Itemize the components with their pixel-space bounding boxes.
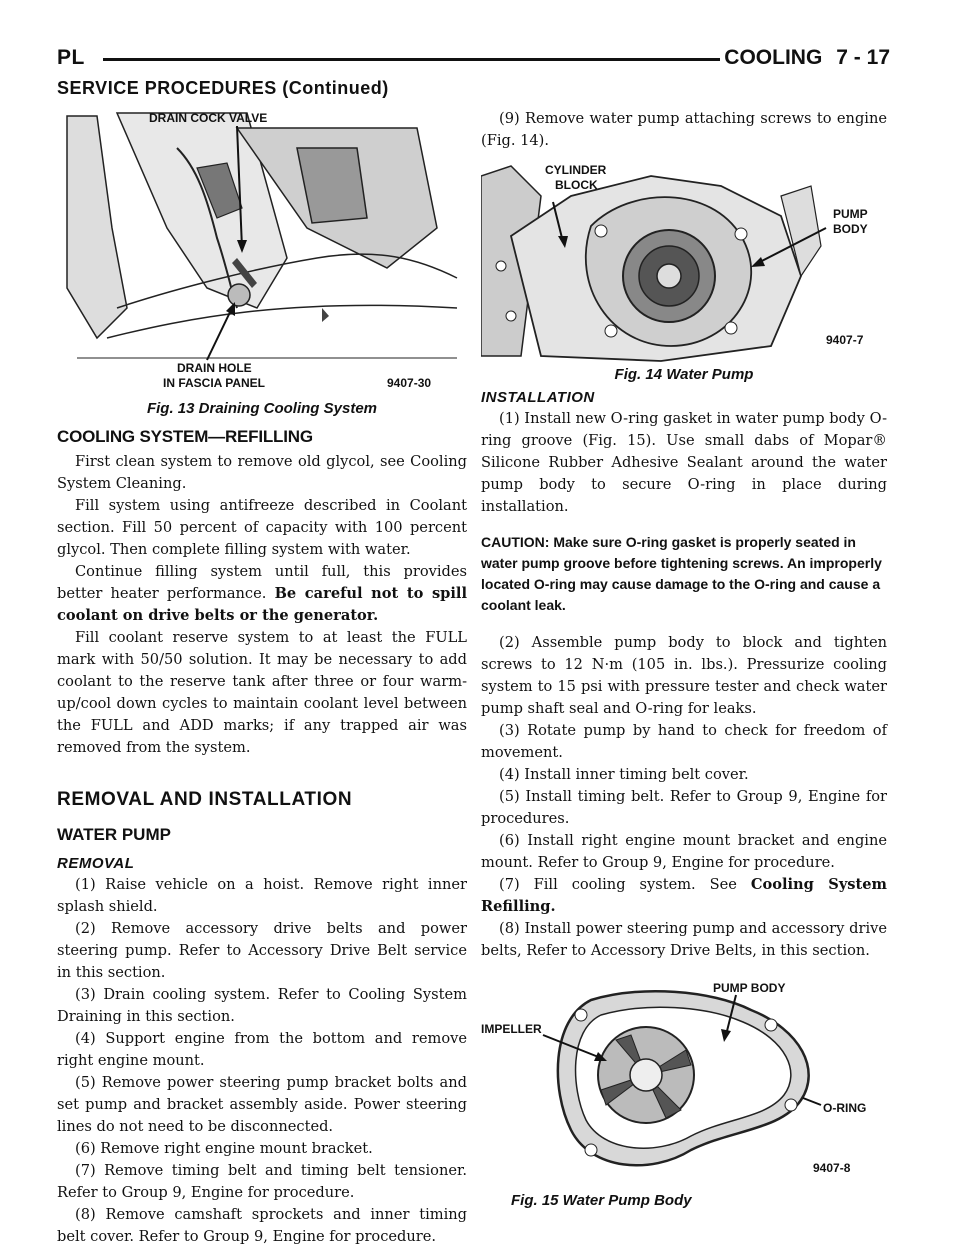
header-right [724,46,890,70]
removal-step: (4) Support engine from the bottom and remove right engine mount. [57,1030,467,1069]
label-fascia-panel: IN FASCIA PANEL [163,376,266,390]
figure-13 [57,108,467,417]
section-continued-title: SERVICE PROCEDURES (Continued) [57,78,389,98]
label-drain-hole: DRAIN HOLE [177,361,252,375]
water-pump-illustration [481,156,887,364]
installation-step: (1) Install new O-ring gasket in water pump body O-ring groove (Fig. 15). Use small dabs of Mopar® Silicone Rubber Adhesive Sealant around the water pump body to secure O-ring in place during installation. [481,410,887,515]
installation-step: (5) Install timing belt. Refer to Group 9, Engine for procedures. [481,788,887,827]
figure-15 [481,980,887,1209]
installation-step: (6) Install right engine mount bracket and engine mount. Refer to Group 9, Engine for procedure. [481,832,887,871]
removal-step: (1) Raise vehicle on a hoist. Remove right inner splash shield. [57,876,467,915]
figure-code: 9407-7 [826,333,864,347]
removal-heading: REMOVAL [57,855,135,872]
label-body: BODY [833,222,868,236]
water-pump-body-illustration [481,980,887,1190]
refill-paragraph-2: Fill system using antifreeze described in Coolant section. Fill 50 percent of capacity with 100 percent glycol. Then complete filling system with water. [57,497,467,558]
removal-step: (3) Drain cooling system. Refer to Cooling System Draining in this section. [57,986,467,1025]
removal-step: (7) Remove timing belt and timing belt tensioner. Refer to Group 9, Engine for procedure. [57,1162,467,1201]
page-header [57,46,890,72]
figure-14-caption: Fig. 14 Water Pump [614,366,754,383]
removal-step: (8) Remove camshaft sprockets and inner timing belt cover. Refer to Group 9, Engine for procedure. [57,1206,467,1245]
installation-step: (2) Assemble pump body to block and tighten screws to 12 N·m (105 in. lbs.). Pressurize cooling system to 15 psi with pressure tester and check water pump shaft seal and O-ring for leaks. [481,634,887,717]
right-column [481,108,887,1209]
figure-code: 9407-8 [813,1161,851,1175]
label-cylinder: CYLINDER [545,163,607,177]
figure-14 [481,156,887,383]
removal-step: (2) Remove accessory drive belts and power steering pump. Refer to Accessory Drive Belt service in this section. [57,920,467,981]
left-column [57,108,467,1248]
removal-installation-heading: REMOVAL AND INSTALLATION [57,789,353,810]
removal-step: (6) Remove right engine mount bracket. [75,1140,373,1157]
installation-step: (3) Rotate pump by hand to check for freedom of movement. [481,722,887,761]
step7-reference: Cooling System Refilling. [481,876,887,915]
water-pump-heading: WATER PUMP [57,825,171,844]
header-vehicle-code: PL [57,46,85,69]
label-drain-cock-valve: DRAIN COCK VALVE [149,111,268,125]
refill-paragraph-4: Fill coolant reserve system to at least the FULL mark with 50/50 solution. It may be necessary to add coolant to the reserve tank after three or four warm-up/cool down cycles to maintain coolant level between the FULL and ADD marks; if any trapped air was removed from the system. [57,629,467,756]
step7-text: (7) Fill cooling system. See [499,876,751,893]
installation-step: (4) Install inner timing belt cover. [499,766,749,783]
figure-code: 9407-30 [387,376,432,390]
installation-heading: INSTALLATION [481,389,595,406]
installation-step-7 [481,874,887,918]
figure-13-caption: Fig. 13 Draining Cooling System [146,400,378,417]
caution-note: CAUTION: Make sure O-ring gasket is properly seated in water pump groove before tightening screws. An improperly located O-ring may cause damage to the O-ring and cause a coolant leak. [481,534,882,613]
label-pump: PUMP [833,207,868,221]
removal-step: (5) Remove power steering pump bracket bolts and set pump and bracket assembly aside. Power steering lines do not need to be disconnected. [57,1074,467,1135]
installation-step: (8) Install power steering pump and accessory drive belts, Refer to Accessory Drive Belts, in this section. [481,920,887,959]
drain-cooling-system-illustration [57,108,467,398]
figure-15-caption: Fig. 15 Water Pump Body [511,1192,692,1209]
label-impeller: IMPELLER [481,1022,542,1036]
removal-step: (9) Remove water pump attaching screws to engine (Fig. 14). [481,110,887,149]
label-o-ring: O-RING [823,1101,867,1115]
header-rule [103,58,720,61]
refill-paragraph-1: First clean system to remove old glycol, see Cooling System Cleaning. [57,453,467,492]
refill-paragraph-3 [57,561,467,627]
label-pump-body: PUMP BODY [713,981,786,995]
refill-p3-warning: Be careful not to spill coolant on drive belts or the generator. [57,585,467,624]
header-section: COOLING [724,46,823,69]
label-block: BLOCK [555,178,598,192]
refill-p3-text: Continue filling system until full, this provides better heater performance. [57,563,467,602]
refilling-heading: COOLING SYSTEM—REFILLING [57,427,313,446]
header-page-number: 7 - 17 [836,46,890,69]
